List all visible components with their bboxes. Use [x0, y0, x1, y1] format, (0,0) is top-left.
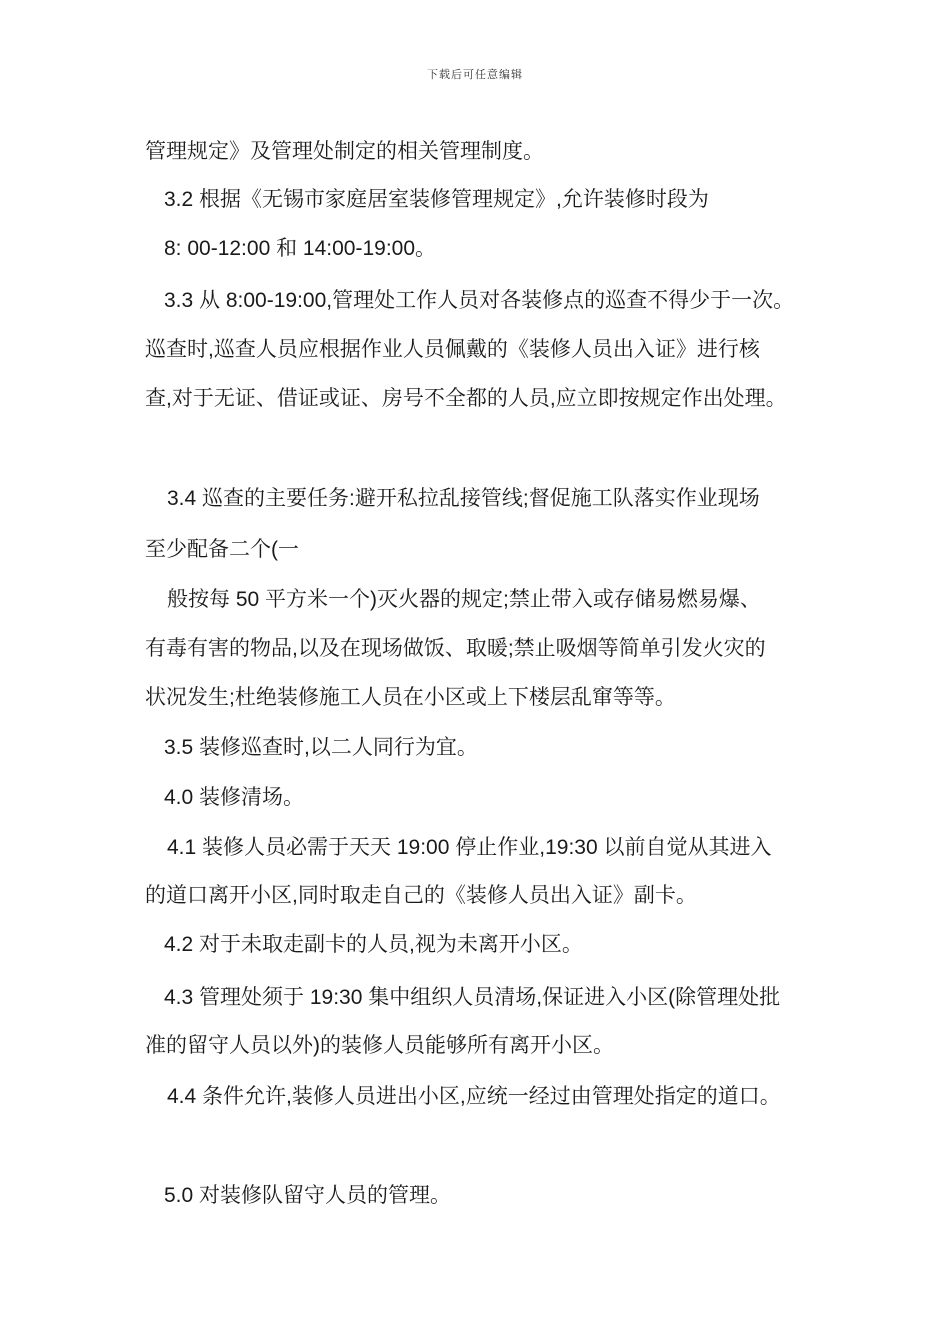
paragraph-line: 4.1 装修人员必需于天天 19:00 停止作业,19:30 以前自觉从其进入: [167, 836, 772, 859]
paragraph-line: 有毒有害的物品,以及在现场做饭、取暖;禁止吸烟等简单引发火灾的: [145, 637, 766, 660]
paragraph-line: 的道口离开小区,同时取走自己的《装修人员出入证》副卡。: [145, 884, 697, 907]
paragraph-line: 查,对于无证、借证或证、房号不全都的人员,应立即按规定作出处理。: [145, 387, 787, 410]
paragraph-line: 8: 00-12:00 和 14:00-19:00。: [164, 237, 437, 260]
paragraph-line: 3.3 从 8:00-19:00,管理处工作人员对各装修点的巡查不得少于一次。: [164, 289, 795, 312]
paragraph-line: 至少配备二个(一: [145, 538, 299, 561]
paragraph-line: 般按每 50 平方米一个)灭火器的规定;禁止带入或存储易燃易爆、: [167, 588, 761, 611]
paragraph-line: 5.0 对装修队留守人员的管理。: [164, 1184, 452, 1207]
paragraph-line: 3.5 装修巡查时,以二人同行为宜。: [164, 736, 478, 759]
page-header: 下载后可任意编辑: [427, 68, 523, 81]
paragraph-line: 4.3 管理处须于 19:30 集中组织人员清场,保证进入小区(除管理处批: [164, 986, 781, 1009]
paragraph-line: 3.2 根据《无锡市家庭居室装修管理规定》,允许装修时段为: [164, 188, 709, 211]
paragraph-line: 4.4 条件允许,装修人员进出小区,应统一经过由管理处指定的道口。: [167, 1085, 781, 1108]
paragraph-line: 管理规定》及管理处制定的相关管理制度。: [145, 140, 544, 163]
paragraph-line: 准的留守人员以外)的装修人员能够所有离开小区。: [145, 1034, 614, 1057]
paragraph-line: 4.2 对于未取走副卡的人员,视为未离开小区。: [164, 933, 583, 956]
paragraph-line: 状况发生;杜绝装修施工人员在小区或上下楼层乱窜等等。: [145, 686, 676, 709]
paragraph-line: 巡查时,巡查人员应根据作业人员佩戴的《装修人员出入证》进行核: [145, 338, 760, 361]
paragraph-line: 3.4 巡查的主要任务:避开私拉乱接管线;督促施工队落实作业现场: [167, 487, 760, 510]
paragraph-line: 4.0 装修清场。: [164, 786, 305, 809]
